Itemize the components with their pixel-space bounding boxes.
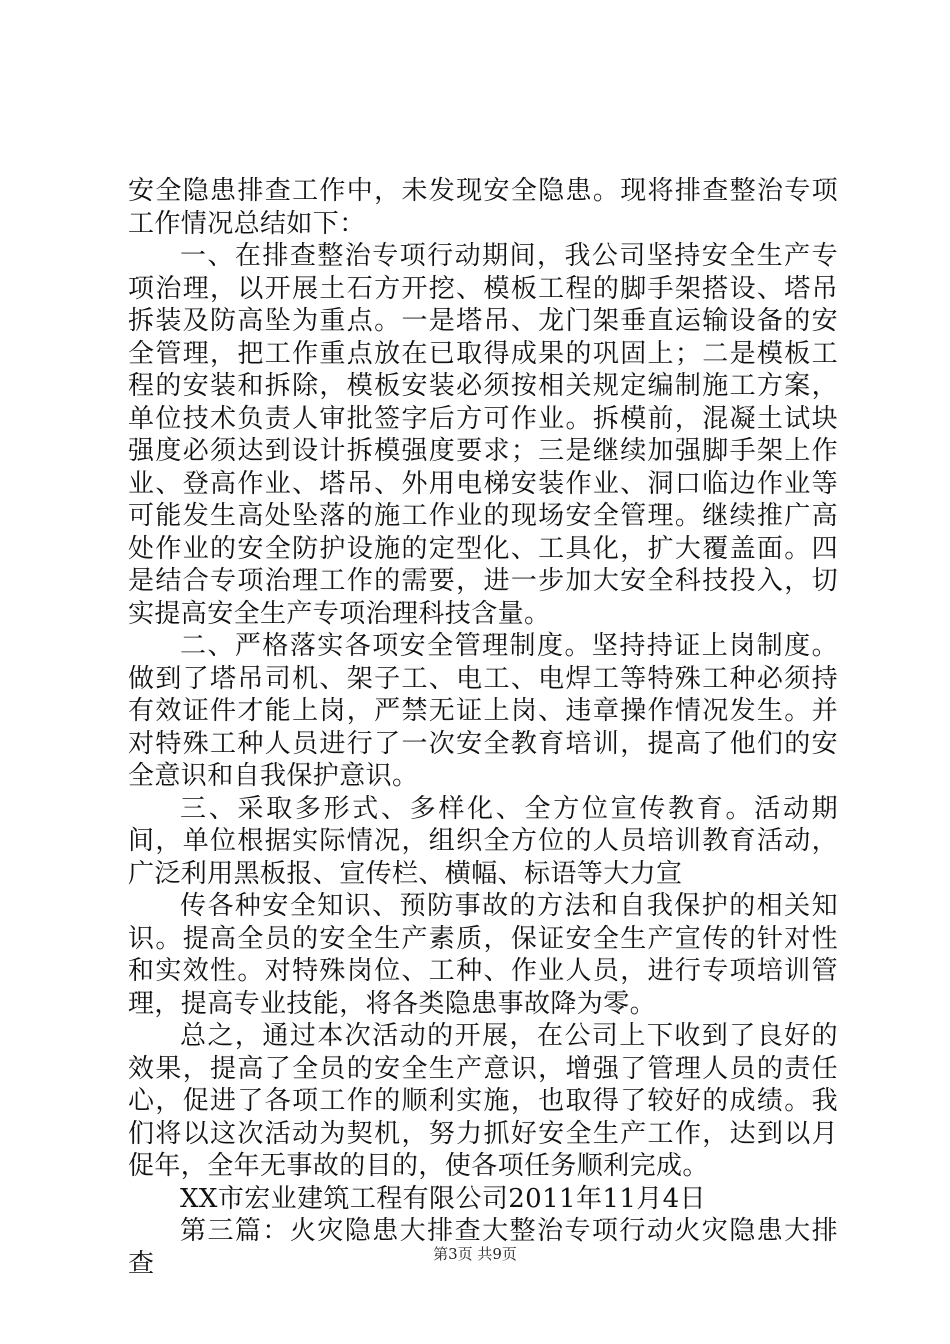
paragraph-section-3-continued: 传各种安全知识、预防事故的方法和自我保护的相关知识。提高全员的安全生产素质，保证安全生产宣传的针对性和实效性。对特殊岗位、工种、作业人员，进行专项培训管理，提高专业技能，将各类隐患事故降为零。 [128,891,838,1019]
paragraph-section-2: 二、严格落实各项安全管理制度。坚持持证上岗制度。做到了塔吊司机、架子工、电工、电焊工等特殊工种必须持有效证件才能上岗，严禁无证上岗、违章操作情况发生。并对特殊工种人员进行了一次安全教育培训，提高了他们的安全意识和自我保护意识。 [128,631,838,791]
signature-line: XX市宏业建筑工程有限公司2011年11月4日 [180,1183,707,1214]
page-number: 第3页 共9页 [433,1245,517,1263]
paragraph-section-3: 三、采取多形式、多样化、全方位宣传教育。活动期间，单位根据实际情况，组织全方位的人员培训教育活动，广泛利用黑板报、宣传栏、横幅、标语等大力宣 [128,793,838,889]
paragraph-intro: 安全隐患排查工作中，未发现安全隐患。现将排查整治专项工作情况总结如下： [128,176,838,239]
page-footer [0,1243,950,1264]
paragraph-section-1: 一、在排查整治专项行动期间，我公司坚持安全生产专项治理，以开展土石方开挖、模板工程的脚手架搭设、塔吊拆装及防高坠为重点。一是塔吊、龙门架垂直运输设备的安全管理，把工作重点放在已取得成果的巩固上；二是模板工程的安装和拆除，模板安装必须按相关规定编制施工方案，单位技术负责人审批签字后方可作业。拆模前，混凝土试块强度必须达到设计拆模强度要求；三是继续加强脚手架上作业、登高作业、塔吊、外用电梯安装作业、洞口临边作业等可能发生高处坠落的施工作业的现场安全管理。继续推广高处作业的安全防护设施的定型化、工具化，扩大覆盖面。四是结合专项治理工作的需要，进一步加大安全科技投入，切实提高安全生产专项治理科技含量。 [128,241,838,629]
document-body [128,175,838,1280]
paragraph-conclusion: 总之，通过本次活动的开展，在公司上下收到了良好的效果，提高了全员的安全生产意识，增强了管理人员的责任心，促进了各项工作的顺利实施，也取得了较好的成绩。我们将以这次活动为契机，努力抓好安全生产工作，达到以月促年，全年无事故的目的，使各项任务顺利完成。 [128,1021,838,1181]
next-article-heading: 第三篇：火灾隐患大排查大整治专项行动火灾隐患大排查 [128,1216,838,1279]
